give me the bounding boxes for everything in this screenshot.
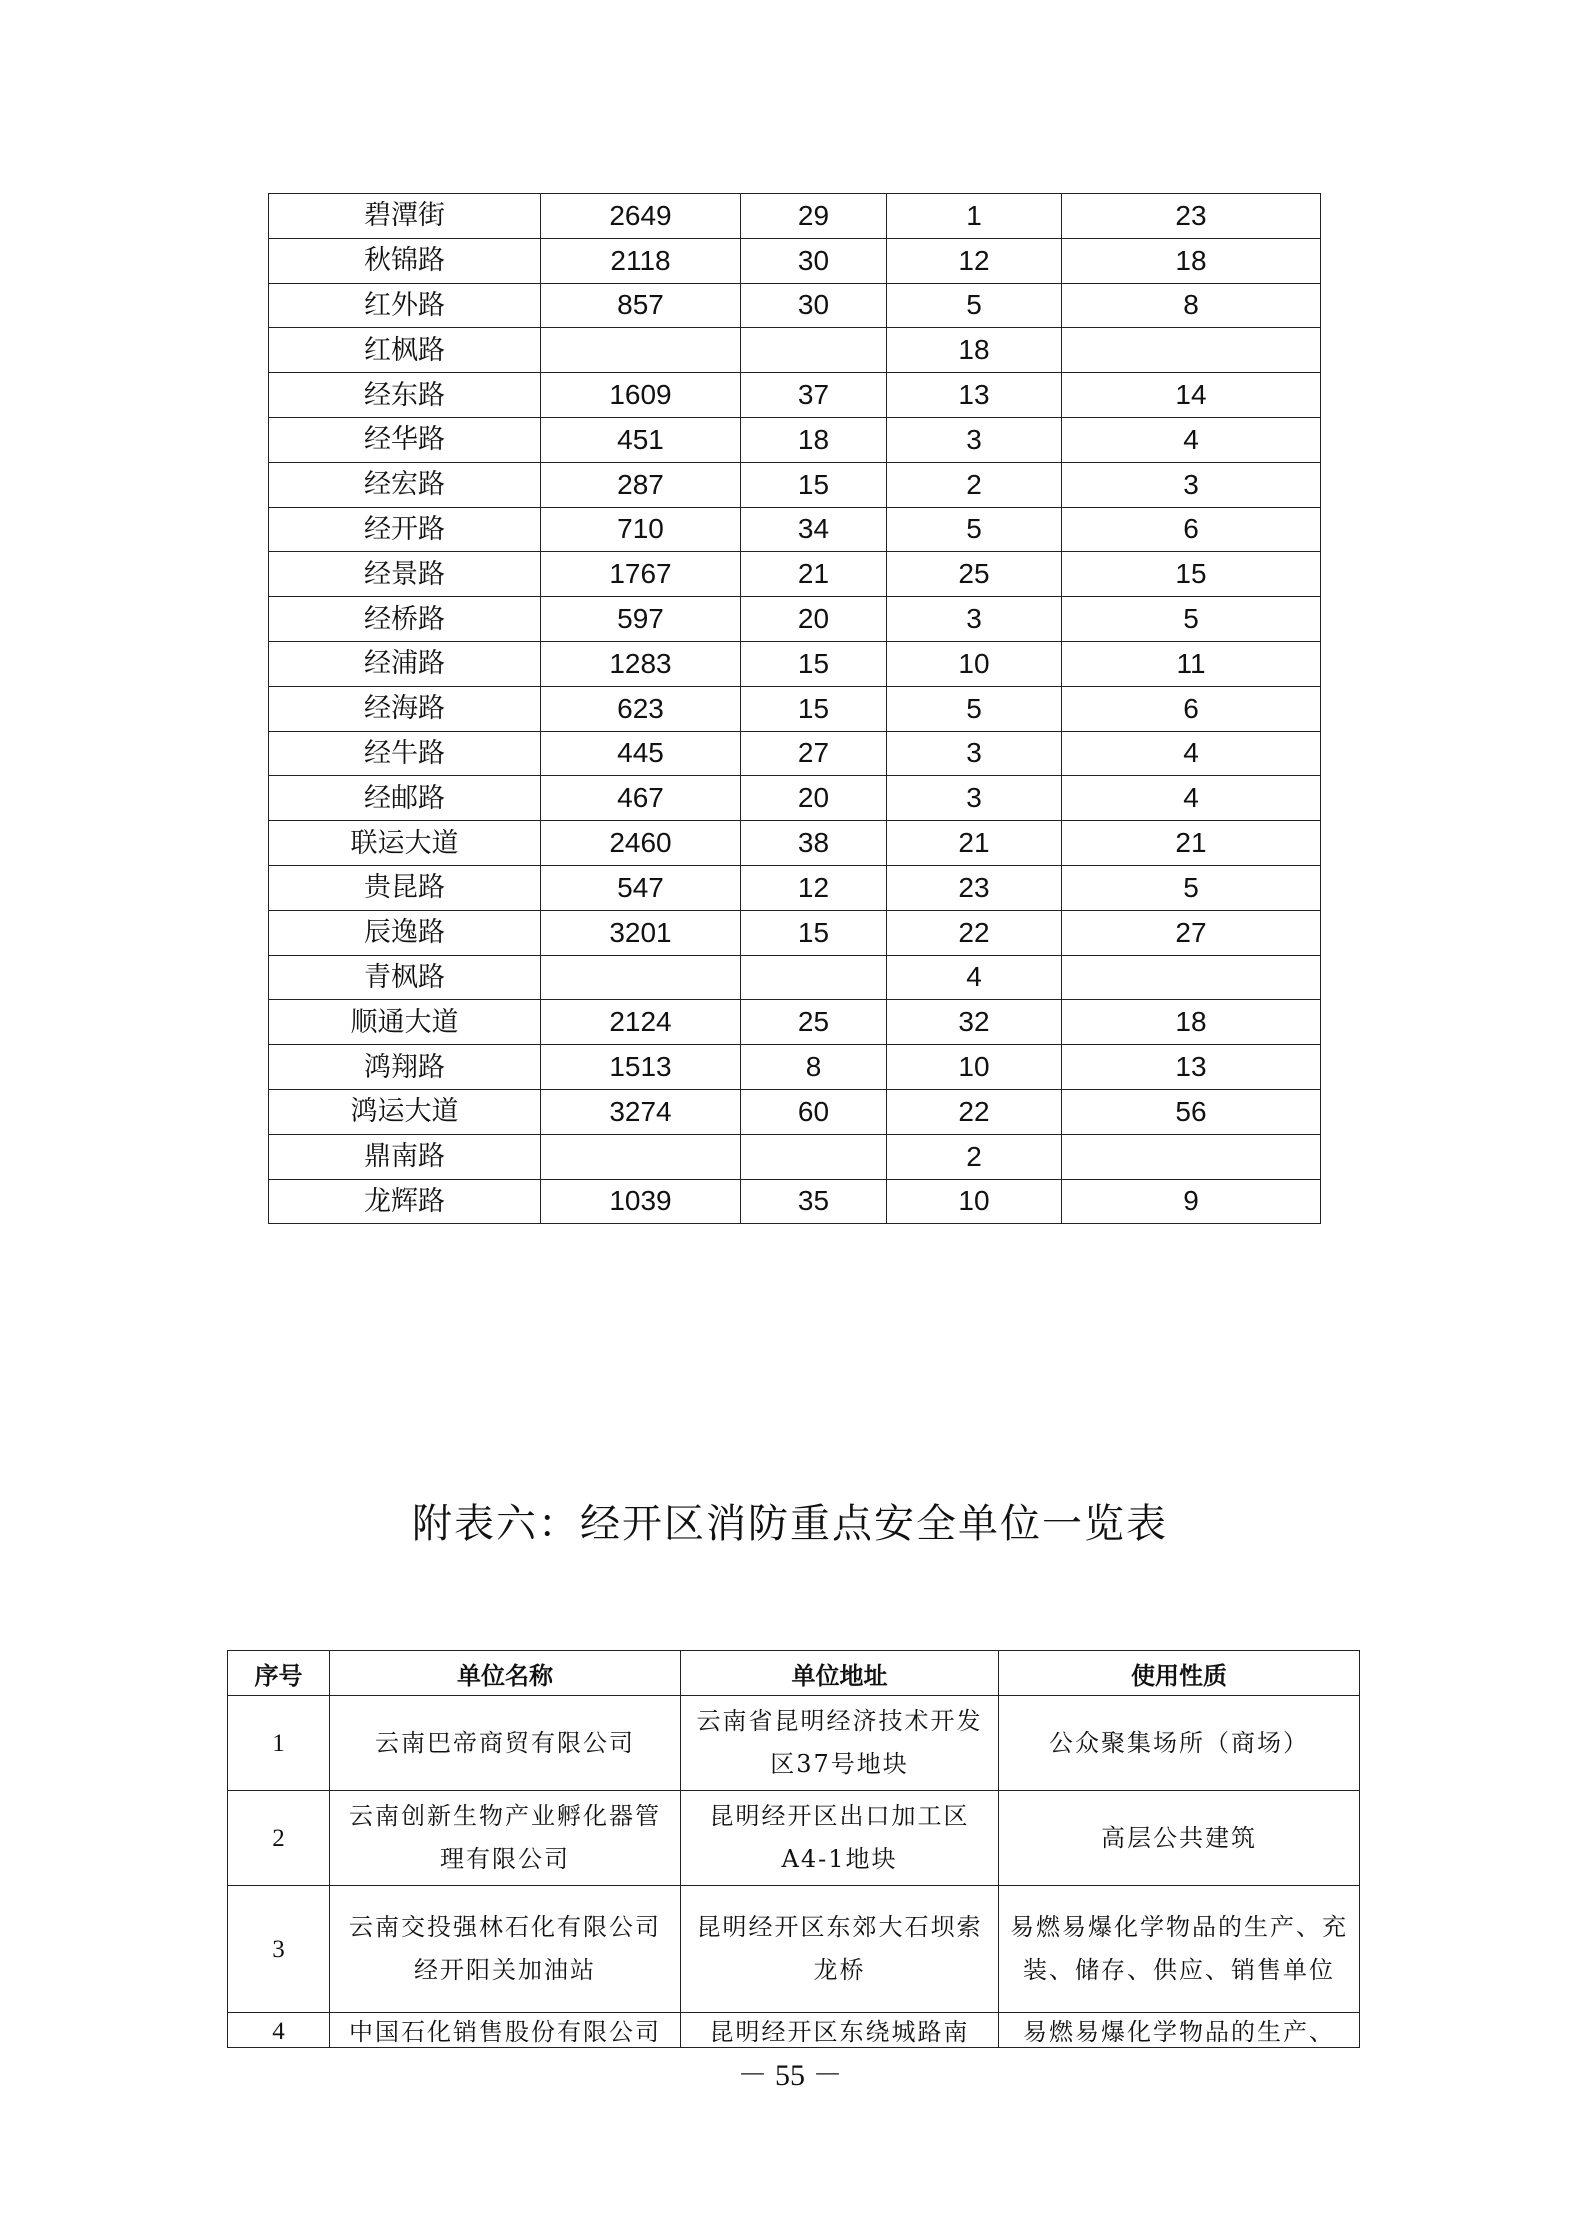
cell-value-4: 15	[1062, 552, 1321, 597]
cell-value-1: 1039	[541, 1179, 741, 1224]
cell-value-1: 1767	[541, 552, 741, 597]
table-row	[269, 462, 1321, 507]
cell-usage-type: 易燃易爆化学物品的生产、	[999, 2013, 1360, 2048]
road-table-body	[269, 194, 1321, 1224]
section-heading: 附表六：经开区消防重点安全单位一览表	[412, 1501, 1168, 1547]
cell-value-2: 15	[741, 910, 887, 955]
table-row	[269, 686, 1321, 731]
cell-value-4	[1062, 955, 1321, 1000]
cell-road-name: 经东路	[269, 373, 541, 418]
cell-unit-address: 昆明经开区东郊大石坝索龙桥	[681, 1886, 999, 2013]
cell-value-3: 22	[887, 910, 1062, 955]
cell-value-2: 30	[741, 238, 887, 283]
cell-value-4: 4	[1062, 776, 1321, 821]
cell-value-4: 13	[1062, 1045, 1321, 1090]
cell-usage-type: 公众聚集场所（商场）	[999, 1696, 1360, 1791]
cell-road-name: 龙辉路	[269, 1179, 541, 1224]
cell-value-3: 32	[887, 1000, 1062, 1045]
cell-value-3: 10	[887, 641, 1062, 686]
cell-value-3: 10	[887, 1179, 1062, 1224]
table-row	[228, 2013, 1360, 2048]
table-row	[269, 731, 1321, 776]
cell-value-1: 3274	[541, 1089, 741, 1134]
cell-value-3: 12	[887, 238, 1062, 283]
cell-seq: 3	[228, 1886, 330, 2013]
cell-value-2: 20	[741, 597, 887, 642]
cell-unit-name: 中国石化销售股份有限公司	[330, 2013, 681, 2048]
table-row	[228, 1886, 1360, 2013]
table-row	[269, 373, 1321, 418]
cell-value-4: 18	[1062, 1000, 1321, 1045]
cell-road-name: 经华路	[269, 417, 541, 462]
cell-value-1: 467	[541, 776, 741, 821]
cell-value-4	[1062, 1134, 1321, 1179]
cell-value-3: 3	[887, 597, 1062, 642]
table-row	[269, 821, 1321, 866]
cell-road-name: 红枫路	[269, 328, 541, 373]
cell-value-3: 2	[887, 1134, 1062, 1179]
cell-road-name: 贵昆路	[269, 865, 541, 910]
cell-value-4: 6	[1062, 507, 1321, 552]
table-row	[269, 194, 1321, 239]
cell-value-3: 3	[887, 731, 1062, 776]
cell-usage-type: 易燃易爆化学物品的生产、充装、储存、供应、销售单位	[999, 1886, 1360, 2013]
cell-value-4: 23	[1062, 194, 1321, 239]
cell-unit-address: 昆明经开区东绕城路南	[681, 2013, 999, 2048]
cell-seq: 1	[228, 1696, 330, 1791]
cell-value-4: 21	[1062, 821, 1321, 866]
cell-value-2: 12	[741, 865, 887, 910]
cell-road-name: 经景路	[269, 552, 541, 597]
cell-value-1: 1513	[541, 1045, 741, 1090]
cell-value-2	[741, 955, 887, 1000]
cell-road-name: 秋锦路	[269, 238, 541, 283]
cell-value-1: 3201	[541, 910, 741, 955]
cell-value-1: 287	[541, 462, 741, 507]
cell-road-name: 辰逸路	[269, 910, 541, 955]
cell-value-2: 35	[741, 1179, 887, 1224]
table-row	[269, 1045, 1321, 1090]
cell-road-name: 鸿运大道	[269, 1089, 541, 1134]
cell-value-1: 1609	[541, 373, 741, 418]
cell-seq: 2	[228, 1791, 330, 1886]
cell-value-1: 2460	[541, 821, 741, 866]
cell-unit-name: 云南创新生物产业孵化器管理有限公司	[330, 1791, 681, 1886]
table-row	[228, 1696, 1360, 1791]
table-row	[269, 955, 1321, 1000]
cell-value-3: 5	[887, 507, 1062, 552]
cell-value-4: 5	[1062, 597, 1321, 642]
cell-value-2: 15	[741, 686, 887, 731]
cell-value-1	[541, 328, 741, 373]
table-row	[269, 328, 1321, 373]
cell-road-name: 经桥路	[269, 597, 541, 642]
cell-value-2: 15	[741, 641, 887, 686]
cell-value-4: 27	[1062, 910, 1321, 955]
cell-road-name: 碧潭街	[269, 194, 541, 239]
header-usage-type: 使用性质	[999, 1651, 1360, 1696]
cell-road-name: 鸿翔路	[269, 1045, 541, 1090]
cell-value-2: 34	[741, 507, 887, 552]
table-row	[269, 238, 1321, 283]
cell-road-name: 经邮路	[269, 776, 541, 821]
cell-seq: 4	[228, 2013, 330, 2048]
cell-value-2	[741, 328, 887, 373]
cell-value-1: 547	[541, 865, 741, 910]
cell-value-2: 20	[741, 776, 887, 821]
table-row	[269, 865, 1321, 910]
cell-unit-name: 云南交投强林石化有限公司经开阳关加油站	[330, 1886, 681, 2013]
cell-value-3: 23	[887, 865, 1062, 910]
road-statistics-table	[268, 193, 1321, 1224]
cell-value-1: 2649	[541, 194, 741, 239]
cell-road-name: 鼎南路	[269, 1134, 541, 1179]
cell-value-1: 857	[541, 283, 741, 328]
cell-unit-address: 云南省昆明经济技术开发区37号地块	[681, 1696, 999, 1791]
cell-road-name: 经开路	[269, 507, 541, 552]
cell-value-2: 15	[741, 462, 887, 507]
cell-value-3: 21	[887, 821, 1062, 866]
table-row	[269, 1134, 1321, 1179]
cell-value-1: 710	[541, 507, 741, 552]
cell-value-3: 4	[887, 955, 1062, 1000]
cell-value-1: 597	[541, 597, 741, 642]
cell-unit-name: 云南巴帝商贸有限公司	[330, 1696, 681, 1791]
cell-value-1	[541, 955, 741, 1000]
cell-value-1: 445	[541, 731, 741, 776]
table-row	[269, 597, 1321, 642]
cell-value-4: 18	[1062, 238, 1321, 283]
table-row	[269, 776, 1321, 821]
table-row	[269, 910, 1321, 955]
fire-safety-units-table	[227, 1650, 1360, 2048]
cell-value-4: 14	[1062, 373, 1321, 418]
cell-value-2: 37	[741, 373, 887, 418]
cell-value-3: 5	[887, 283, 1062, 328]
cell-value-3: 18	[887, 328, 1062, 373]
table-row	[228, 1791, 1360, 1886]
header-unit-address: 单位地址	[681, 1651, 999, 1696]
cell-value-1	[541, 1134, 741, 1179]
unit-table-header-row	[228, 1651, 1360, 1696]
cell-value-4: 56	[1062, 1089, 1321, 1134]
cell-value-4: 5	[1062, 865, 1321, 910]
table-row	[269, 507, 1321, 552]
cell-value-1: 1283	[541, 641, 741, 686]
table-row	[269, 283, 1321, 328]
table-row	[269, 552, 1321, 597]
cell-value-2: 8	[741, 1045, 887, 1090]
cell-value-3: 25	[887, 552, 1062, 597]
cell-value-3: 3	[887, 776, 1062, 821]
cell-value-2	[741, 1134, 887, 1179]
cell-value-1: 623	[541, 686, 741, 731]
cell-value-1: 451	[541, 417, 741, 462]
cell-value-3: 10	[887, 1045, 1062, 1090]
cell-value-4: 6	[1062, 686, 1321, 731]
cell-value-2: 27	[741, 731, 887, 776]
cell-road-name: 红外路	[269, 283, 541, 328]
header-unit-name: 单位名称	[330, 1651, 681, 1696]
cell-value-3: 5	[887, 686, 1062, 731]
cell-value-3: 3	[887, 417, 1062, 462]
table-row	[269, 1000, 1321, 1045]
cell-value-4: 9	[1062, 1179, 1321, 1224]
cell-value-4: 4	[1062, 731, 1321, 776]
page-number: － 55 －	[737, 2059, 843, 2092]
cell-value-1: 2124	[541, 1000, 741, 1045]
cell-road-name: 顺通大道	[269, 1000, 541, 1045]
cell-road-name: 联运大道	[269, 821, 541, 866]
cell-value-4: 4	[1062, 417, 1321, 462]
cell-value-3: 1	[887, 194, 1062, 239]
cell-usage-type: 高层公共建筑	[999, 1791, 1360, 1886]
table-row	[269, 1089, 1321, 1134]
cell-road-name: 经海路	[269, 686, 541, 731]
cell-value-4: 8	[1062, 283, 1321, 328]
cell-value-4: 3	[1062, 462, 1321, 507]
header-seq: 序号	[228, 1651, 330, 1696]
cell-road-name: 经浦路	[269, 641, 541, 686]
cell-value-2: 38	[741, 821, 887, 866]
cell-road-name: 青枫路	[269, 955, 541, 1000]
cell-value-2: 29	[741, 194, 887, 239]
table-row	[269, 1179, 1321, 1224]
cell-value-2: 25	[741, 1000, 887, 1045]
cell-value-2: 60	[741, 1089, 887, 1134]
cell-unit-address: 昆明经开区出口加工区A4-1地块	[681, 1791, 999, 1886]
table-row	[269, 641, 1321, 686]
cell-value-2: 18	[741, 417, 887, 462]
cell-value-1: 2118	[541, 238, 741, 283]
cell-value-4	[1062, 328, 1321, 373]
cell-value-2: 21	[741, 552, 887, 597]
cell-road-name: 经宏路	[269, 462, 541, 507]
cell-value-3: 13	[887, 373, 1062, 418]
cell-value-2: 30	[741, 283, 887, 328]
cell-value-3: 2	[887, 462, 1062, 507]
cell-road-name: 经牛路	[269, 731, 541, 776]
cell-value-3: 22	[887, 1089, 1062, 1134]
table-row	[269, 417, 1321, 462]
cell-value-4: 11	[1062, 641, 1321, 686]
